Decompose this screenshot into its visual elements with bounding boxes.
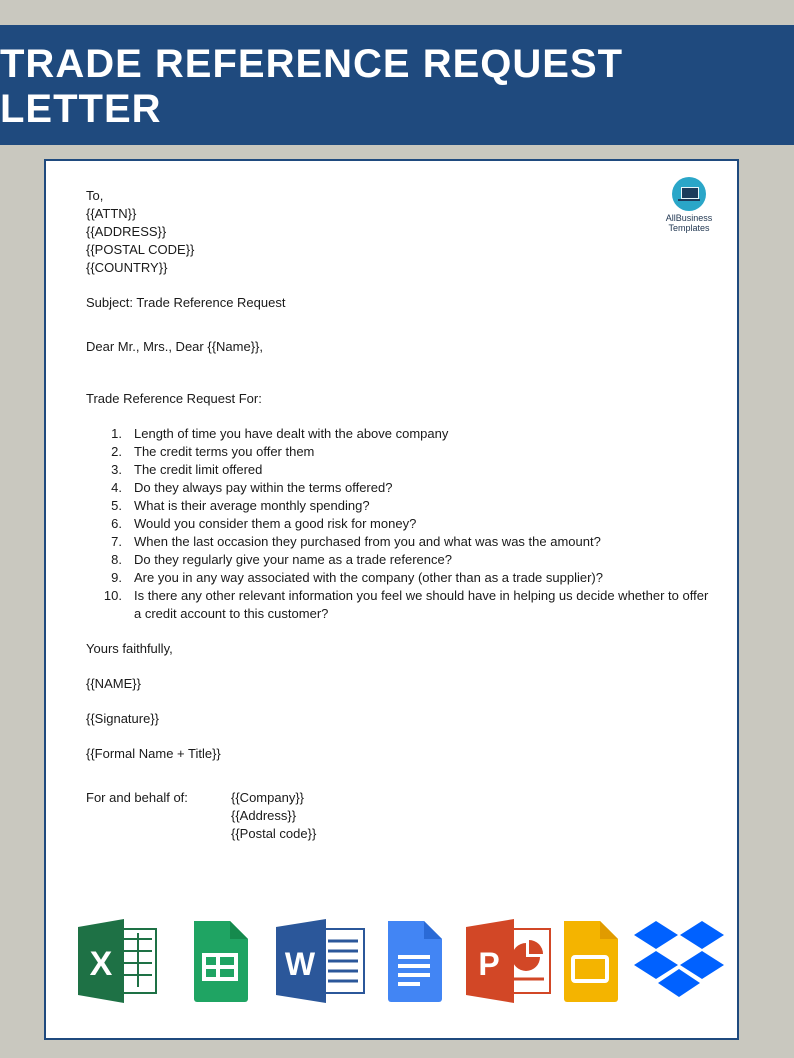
recipient-postal-code: {{POSTAL CODE}} [86, 242, 195, 257]
google-slides-icon[interactable] [560, 919, 620, 1003]
letter-body [86, 187, 716, 843]
logo-text-line2: Templates [668, 223, 710, 233]
logo-text-line1: AllBusiness [665, 213, 713, 223]
list-item: 8. Do they regularly give your name as a trade reference? [111, 552, 452, 567]
google-docs-icon[interactable] [384, 919, 444, 1003]
word-icon[interactable] [274, 919, 368, 1003]
svg-text:X: X [89, 945, 113, 983]
request-intro: Trade Reference Request For: [86, 391, 262, 406]
list-item: 6. Would you consider them a good risk for money? [111, 516, 417, 531]
behalf-block [86, 789, 716, 843]
recipient-country: {{COUNTRY}} [86, 260, 168, 275]
powerpoint-icon[interactable] [464, 919, 554, 1003]
behalf-label: For and behalf of: [86, 790, 188, 805]
page-title: TRADE REFERENCE REQUEST LETTER [0, 42, 624, 131]
sender-signature: {{Signature}} [86, 711, 160, 726]
excel-icon[interactable] [76, 919, 160, 1003]
company-name: {{Company}} [231, 790, 305, 805]
dropbox-icon[interactable] [632, 919, 726, 1003]
letter-page [44, 159, 739, 1040]
list-item: 2. The credit terms you offer them [111, 444, 315, 459]
google-sheets-icon[interactable] [190, 919, 250, 1003]
recipient-attn: {{ATTN}} [86, 206, 137, 221]
list-item: 1. Length of time you have dealt with the above company [111, 426, 449, 441]
recipient-address: {{ADDRESS}} [86, 224, 167, 239]
header-banner [0, 25, 794, 145]
company-address: {{Address}} [231, 808, 297, 823]
list-item: 7. When the last occasion they purchased from you and what was was the amount? [111, 534, 601, 549]
letter-subject: Subject: Trade Reference Request [86, 295, 286, 310]
sender-formal-name: {{Formal Name + Title}} [86, 746, 221, 761]
list-item: 5. What is their average monthly spending? [111, 498, 370, 513]
svg-text:W: W [284, 946, 316, 982]
list-item: 3. The credit limit offered [111, 462, 263, 477]
company-postal-code: {{Postal code}} [231, 826, 317, 841]
letter-closing: Yours faithfully, [86, 641, 173, 656]
letter-salutation: Dear Mr., Mrs., Dear {{Name}}, [86, 339, 264, 354]
app-icons-row [76, 919, 726, 1009]
list-item: 10. Is there any other relevant information you feel we should have in helping us decide whether to offer a credit account to this customer? [103, 588, 709, 621]
svg-text:P: P [478, 946, 500, 982]
sender-name: {{NAME}} [86, 676, 141, 691]
list-item: 4. Do they always pay within the terms offered? [111, 480, 393, 495]
recipient-to: To, [86, 188, 104, 203]
request-list [86, 425, 716, 623]
list-item: 9. Are you in any way associated with the company (other than as a trade supplier)? [111, 570, 603, 585]
